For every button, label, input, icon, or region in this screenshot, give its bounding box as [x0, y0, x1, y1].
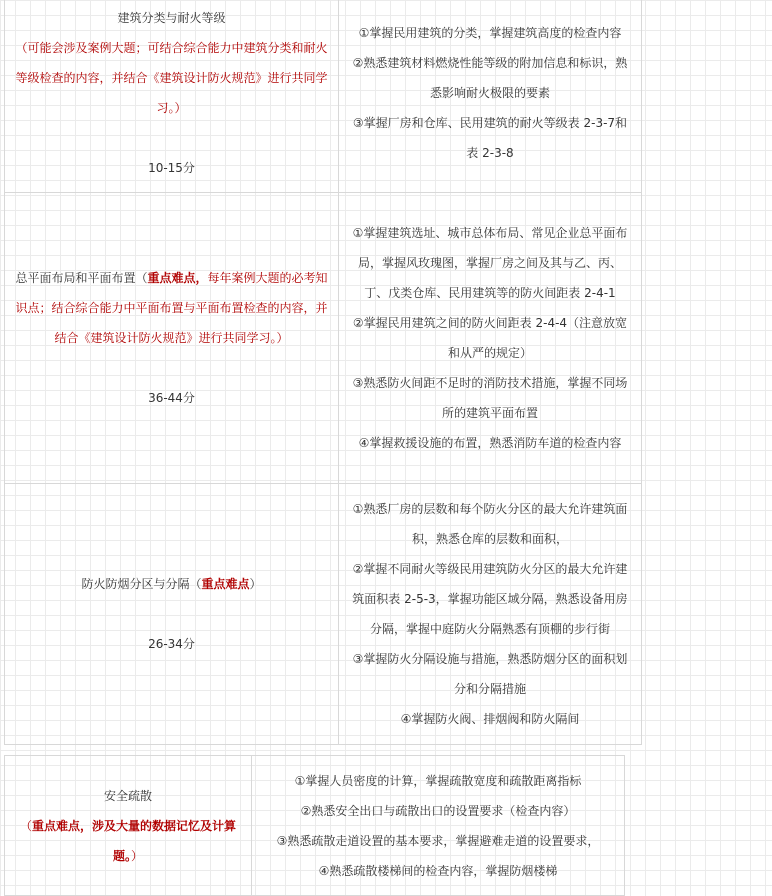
table-row — [5, 756, 625, 896]
point-item: ②掌握民用建筑之间的防火间距表 2-4-4（注意放宽和从严的规定） — [352, 316, 628, 360]
key-point-label: 重点难点 — [201, 577, 250, 591]
points-cell — [252, 756, 625, 896]
point-item: ①掌握民用建筑的分类，掌握建筑高度的检查内容 — [358, 25, 622, 40]
table-row — [5, 0, 642, 193]
point-item: ②掌握不同耐火等级民用建筑防火分区的最大允许建筑面积表 2-5-3，掌握功能区域分隔，熟悉设备用房分隔，掌握中庭防火分隔熟悉有顶棚的步行街 — [352, 562, 628, 636]
syllabus-table-continued — [4, 755, 625, 896]
point-item: ②熟悉安全出口与疏散出口的设置要求（检查内容） — [300, 803, 576, 818]
point-item: ④熟悉疏散楼梯间的检查内容，掌握防烟楼梯 — [318, 863, 558, 878]
topic-key-note: 每年案例大题的必考知识点； — [15, 271, 328, 315]
point-item: ③熟悉防火间距不足时的消防技术措施，掌握不同场所的建筑平面布置 — [352, 376, 628, 420]
topic-title: 防火防烟分区与分隔（ — [81, 577, 202, 591]
point-item: ②熟悉建筑材料燃烧性能等级的附加信息和标识，熟悉影响耐火极限的要素 — [352, 55, 628, 100]
topic-title: 总平面布局和平面布置（ — [15, 271, 148, 285]
topic-close: ） — [249, 577, 262, 591]
topic-cell — [5, 193, 339, 484]
topic-title: 安全疏散 — [103, 788, 152, 803]
table-row — [5, 193, 642, 484]
score-range: 26-34分 — [148, 637, 195, 651]
topic-cell — [5, 0, 339, 193]
topic-close: ） — [131, 848, 144, 863]
point-item: ①掌握人员密度的计算，掌握疏散宽度和疏散距离指标 — [294, 773, 582, 788]
points-cell — [339, 193, 642, 484]
topic-cell — [5, 756, 252, 896]
topic-title: 建筑分类与耐火等级 — [117, 10, 226, 25]
point-item: ①熟悉厂房的层数和每个防火分区的最大允许建筑面积，熟悉仓库的层数和面积， — [352, 502, 628, 546]
point-item: ③掌握防火分隔设施与措施，熟悉防烟分区的面积划分和分隔措施 — [352, 652, 628, 696]
points-cell — [339, 484, 642, 745]
point-item: ④掌握救援设施的布置，熟悉消防车道的检查内容 — [358, 436, 622, 450]
topic-note: 结合综合能力中平面布置与平面布置检查的内容，并结合《建筑设计防火规范》进行共同学习。） — [51, 301, 328, 345]
point-item: ③熟悉疏散走道设置的基本要求，掌握避难走道的设置要求， — [276, 833, 600, 848]
key-point-label: 重点难点， — [147, 271, 208, 285]
topic-note: （可能会涉及案例大题；可结合综合能力中建筑分类和耐火等级检查的内容，并结合《建筑设计防火规范》进行共同学习。） — [15, 40, 328, 115]
point-item: ①掌握建筑选址、城市总体布局、常见企业总平面布局，掌握风玫瑰图，掌握厂房之间及其与乙、丙、丁、戊类仓库、民用建筑等的防火间距表 2-4-1 — [352, 226, 628, 300]
score-range: 36-44分 — [148, 391, 195, 405]
table-row — [5, 484, 642, 745]
topic-open: （ — [19, 818, 32, 833]
points-cell — [339, 0, 642, 193]
topic-cell — [5, 484, 339, 745]
key-point-label: 重点难点，涉及大量的数据记忆及计算题。 — [32, 818, 237, 863]
point-item: ④掌握防火阀、排烟阀和防火隔间 — [400, 712, 580, 726]
syllabus-table — [4, 0, 642, 745]
point-item: ③掌握厂房和仓库、民用建筑的耐火等级表 2-3-7和表 2-3-8 — [352, 115, 628, 160]
score-range: 10-15分 — [148, 160, 195, 175]
